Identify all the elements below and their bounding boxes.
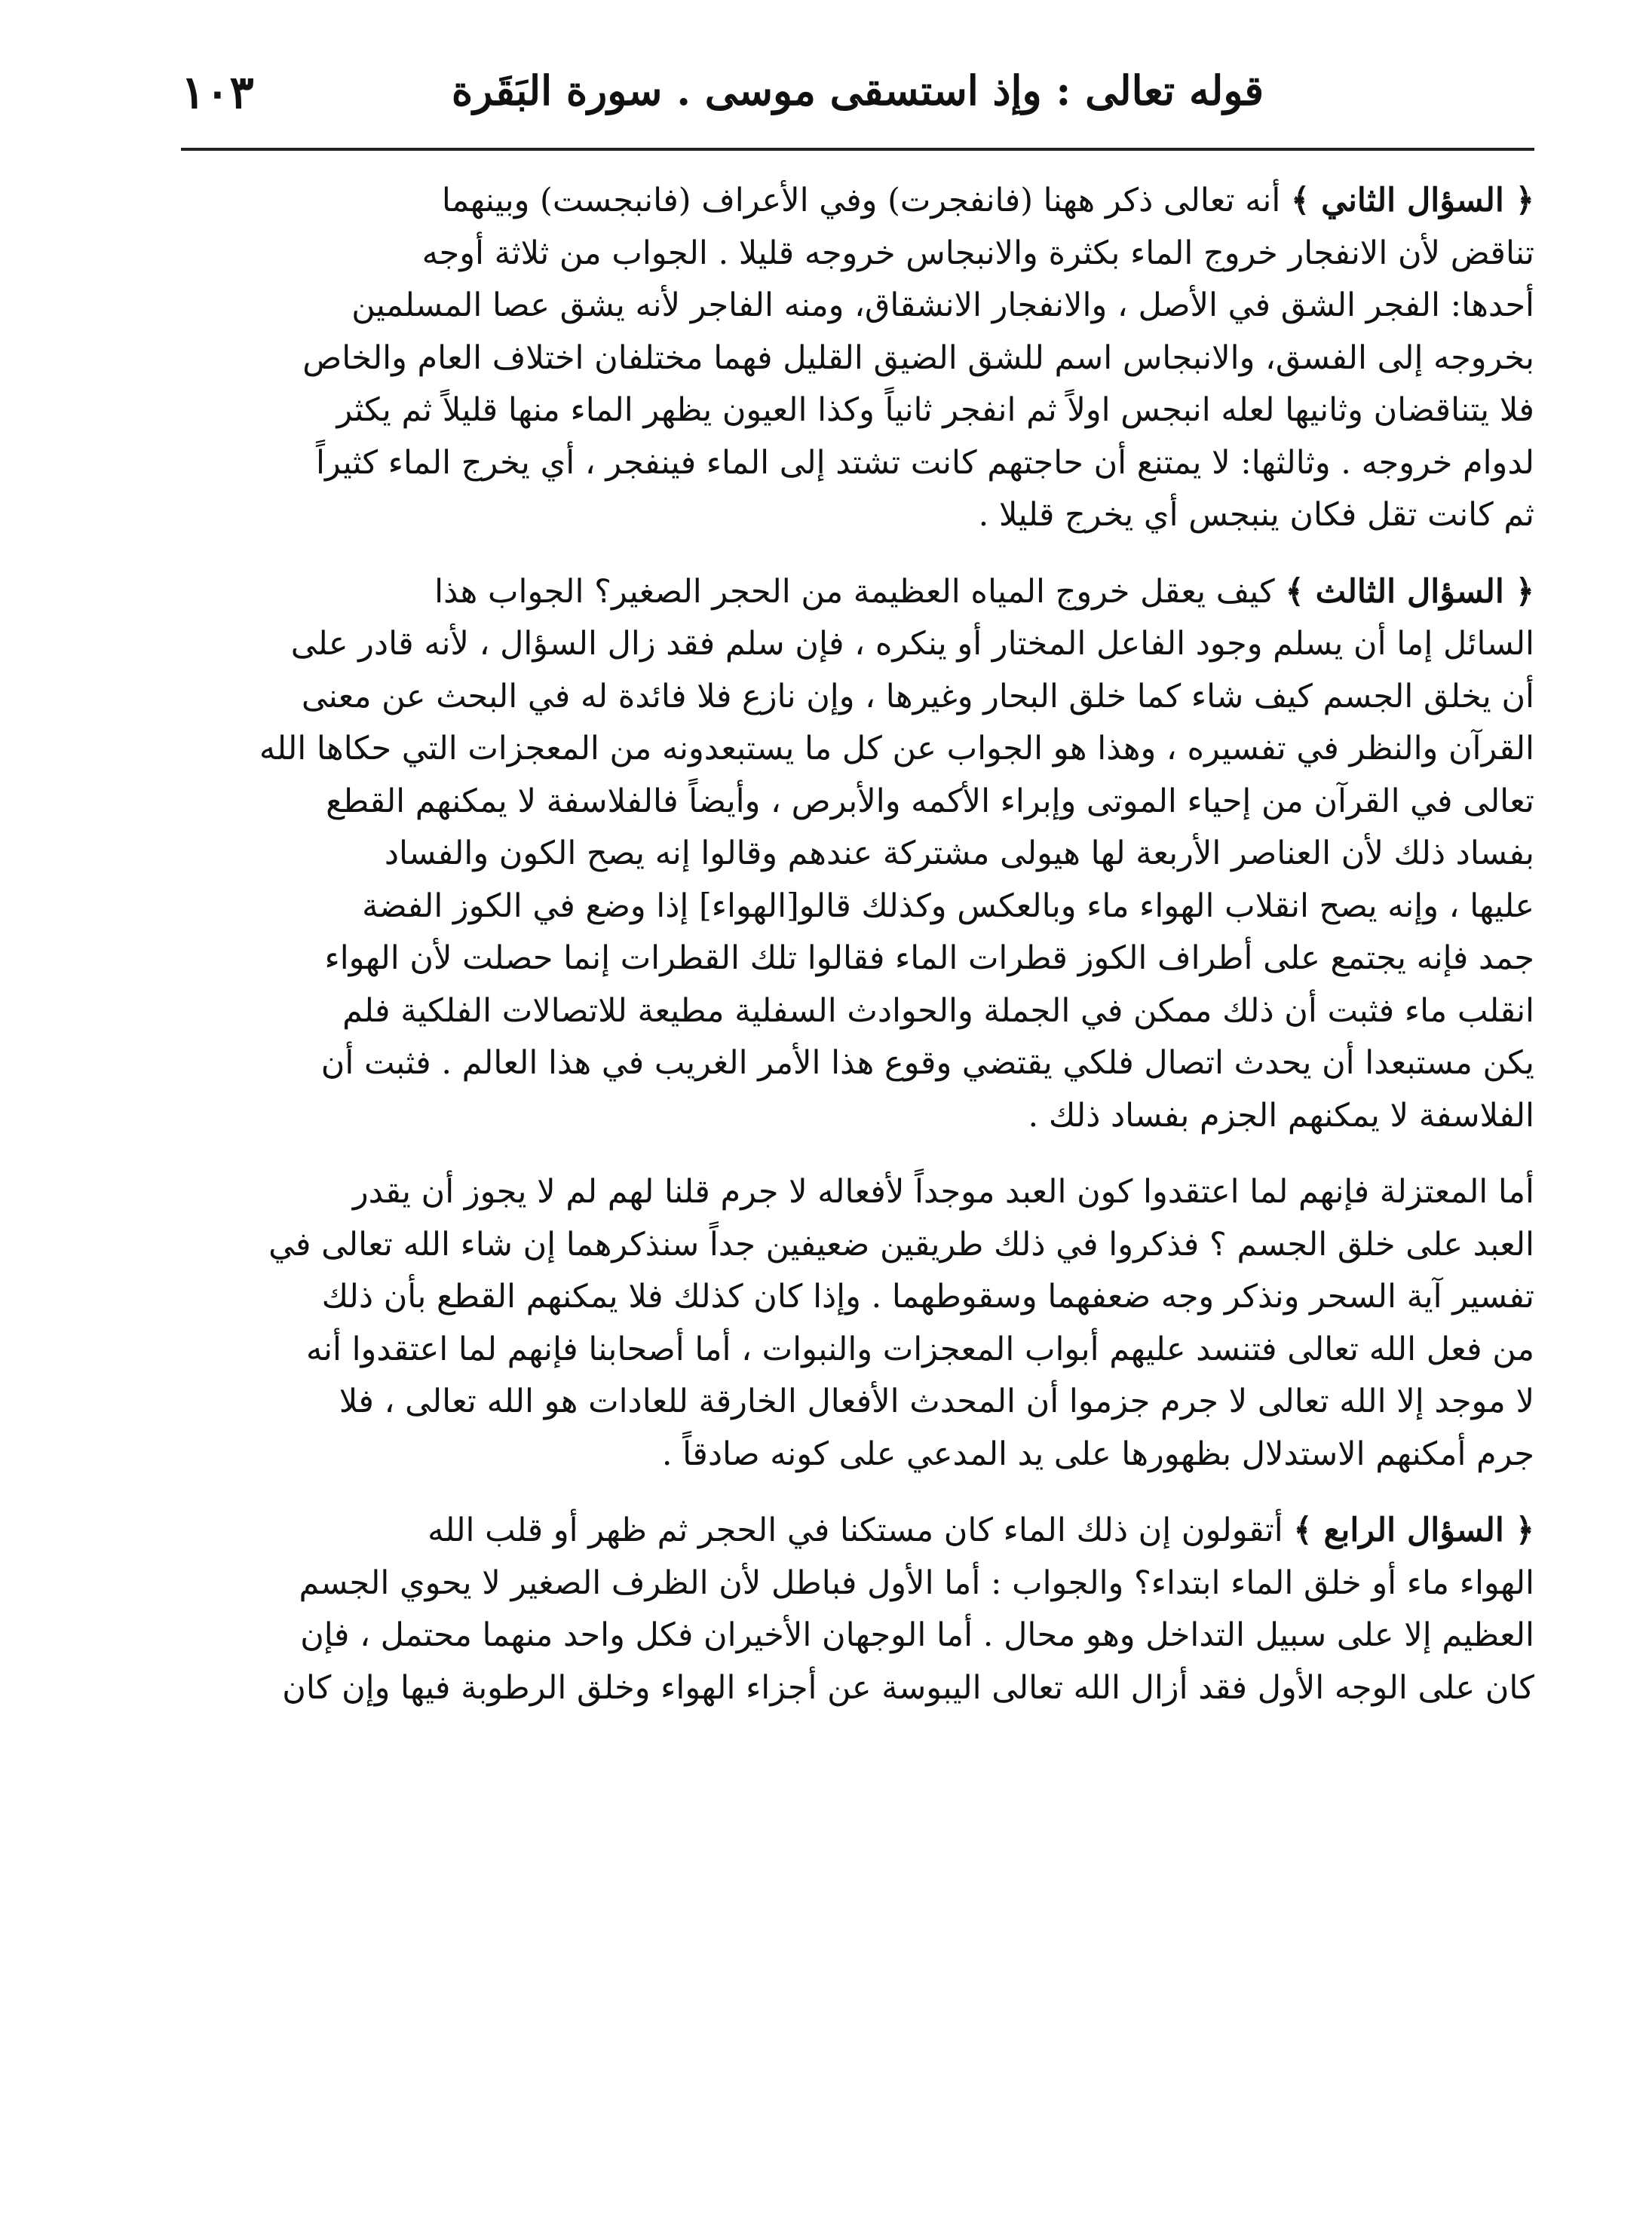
text-line (181, 332, 1534, 385)
line-text: عليها ، وإنه يصح انقلاب الهواء ماء وبالعكس وكذلك قالو[الهواء] إذا وضع في الكوز الفضة (362, 887, 1534, 925)
line-text: العبد على خلق الجسم ؟ فذكروا في ذلك طريقين ضعيفين جداً سنذكرهما إن شاء الله تعالى في (268, 1225, 1534, 1264)
text-line (181, 671, 1534, 724)
line-text: السائل إما أن يسلم وجود الفاعل المختار أو ينكره ، فإن سلم فقد زال السؤال ، لأنه قادر على (290, 625, 1534, 663)
text-line (181, 723, 1534, 776)
line-text: يكن مستبعدا أن يحدث اتصال فلكي يقتضي وقوع هذا الأمر الغريب في هذا العالم . فثبت أن (320, 1044, 1534, 1082)
text-line (181, 1166, 1534, 1219)
text-line (181, 828, 1534, 881)
page-number: ١٠٣ (181, 66, 254, 119)
text-line (181, 437, 1534, 490)
text-line (181, 776, 1534, 829)
header-rule (181, 148, 1534, 151)
running-title: قوله تعالى : وإذ استسقى موسى . سورة البَقَرة (451, 66, 1264, 115)
line-text: كان على الوجه الأول فقد أزال الله تعالى اليبوسة عن أجزاء الهواء وخلق الرطوبة فيها وإن كان (282, 1668, 1534, 1707)
line-text: أتقولون إن ذلك الماء كان مستكنا في الحجر ثم ظهر أو قلب الله (428, 1512, 1283, 1549)
text-line (181, 1662, 1534, 1715)
line-text: الهواء ماء أو خلق الماء ابتداء؟ والجواب : أما الأول فباطل لأن الظرف الصغير لا يحوي الجسم (299, 1564, 1534, 1602)
line-text: بفساد ذلك لأن العناصر الأربعة لها هيولى مشتركة عندهم وقالوا إنه يصح الكون والفساد (384, 835, 1534, 872)
line-text: تعالى في القرآن من إحياء الموتى وإبراء الأكمه والأبرص ، وأيضاً فالفلاسفة لا يمكنهم القطع (326, 782, 1534, 820)
line-text: جمد فإنه يجتمع على أطراف الكوز قطرات الماء فقالوا تلك القطرات إنما حصلت لأن الهواء (324, 939, 1534, 977)
text-line (181, 985, 1534, 1038)
line-text: بخروجه إلى الفسق، والانبجاس اسم للشق الضيق القليل فهما مختلفان اختلاف العام والخاص (302, 338, 1534, 377)
line-text: من فعل الله تعالى فتنسد عليهم أبواب المعجزات والنبوات ، أما أصحابنا فإنهم لما اعتقدوا أنه (305, 1330, 1534, 1368)
line-text: تفسير آية السحر ونذكر وجه ضعفهما وسقوطهما . وإذا كان كذلك فلا يمكنهم القطع بأن ذلك (321, 1278, 1534, 1316)
paragraph (181, 566, 1534, 1143)
text-line (181, 384, 1534, 437)
paragraph (181, 1166, 1534, 1481)
question-label: ﴿ السؤال الثالث ﴾ (1285, 572, 1534, 611)
text-line (181, 1324, 1534, 1377)
line-text: الفلاسفة لا يمكنهم الجزم بفساد ذلك . (1028, 1096, 1534, 1135)
line-text: فلا يتناقضان وثانيها لعله انبجس اولاً ثم انفجر ثانياً وكذا العيون يظهر الماء منها قليلاً ثم يكثر (336, 391, 1534, 429)
line-text: أما المعتزلة فإنهم لما اعتقدوا كون العبد موجداً لأفعاله لا جرم قلنا لهم لم لا يجوز أن يقدر (352, 1173, 1534, 1211)
text-line (181, 1090, 1534, 1143)
line-text: أحدها: الفجر الشق في الأصل ، والانفجار الانشقاق، ومنه الفاجر لأنه يشق عصا المسلمين (351, 286, 1534, 324)
text-line (181, 1037, 1534, 1090)
line-text: تناقض لأن الانفجار خروج الماء بكثرة والانبجاس خروجه قليلا . الجواب من ثلاثة أوجه (421, 234, 1534, 272)
text-line (181, 280, 1534, 332)
page-header (181, 59, 1534, 149)
text-line (181, 1429, 1534, 1481)
text-line (181, 1505, 1534, 1558)
text-line (181, 1376, 1534, 1429)
line-text: ثم كانت تقل فكان ينبجس أي يخرج قليلا . (978, 496, 1534, 534)
text-line (181, 1271, 1534, 1324)
text-line (181, 881, 1534, 933)
paragraph (181, 1505, 1534, 1714)
text-line (181, 1558, 1534, 1610)
text-line (181, 489, 1534, 542)
line-text: أنه تعالى ذكر ههنا (فانفجرت) وفي الأعراف (فانبجست) وبينهما (441, 182, 1281, 219)
paragraph (181, 175, 1534, 542)
line-text: أن يخلق الجسم كيف شاء كما خلق البحار وغيرها ، وإن نازع فلا فائدة له في البحث عن معنى (301, 677, 1534, 715)
line-text: لا موجد إلا الله تعالى لا جرم جزموا أن المحدث الأفعال الخارقة للعادات هو الله تعالى ، فلا (339, 1383, 1534, 1420)
text-line (181, 228, 1534, 280)
line-text: انقلب ماء فثبت أن ذلك ممكن في الجملة والحوادث السفلية مطيعة للاتصالات الفلكية فلم (342, 991, 1534, 1030)
body-text (181, 175, 1534, 1738)
question-label: ﴿ السؤال الرابع ﴾ (1293, 1512, 1534, 1549)
line-text: القرآن والنظر في تفسيره ، وهذا هو الجواب عن كل ما يستبعدونه من المعجزات التي حكاها الله (259, 730, 1534, 767)
text-line (181, 1219, 1534, 1272)
text-line (181, 175, 1534, 228)
text-line (181, 618, 1534, 671)
line-text: لدوام خروجه . وثالثها: لا يمتنع أن حاجتهم كانت تشتد إلى الماء فينفجر ، أي يخرج الماء كثيراً (316, 443, 1534, 482)
line-text: كيف يعقل خروج المياه العظيمة من الحجر الصغير؟ الجواب هذا (434, 572, 1275, 611)
text-line (181, 1610, 1534, 1662)
text-line (181, 933, 1534, 985)
text-line (181, 566, 1534, 619)
question-label: ﴿ السؤال الثاني ﴾ (1290, 182, 1534, 219)
line-text: العظيم إلا على سبيل التداخل وهو محال . أما الوجهان الأخيران فكل واحد منهما محتمل ، فإن (300, 1616, 1534, 1654)
line-text: جرم أمكنهم الاستدلال بظهورها على يد المدعي على كونه صادقاً . (661, 1435, 1534, 1473)
